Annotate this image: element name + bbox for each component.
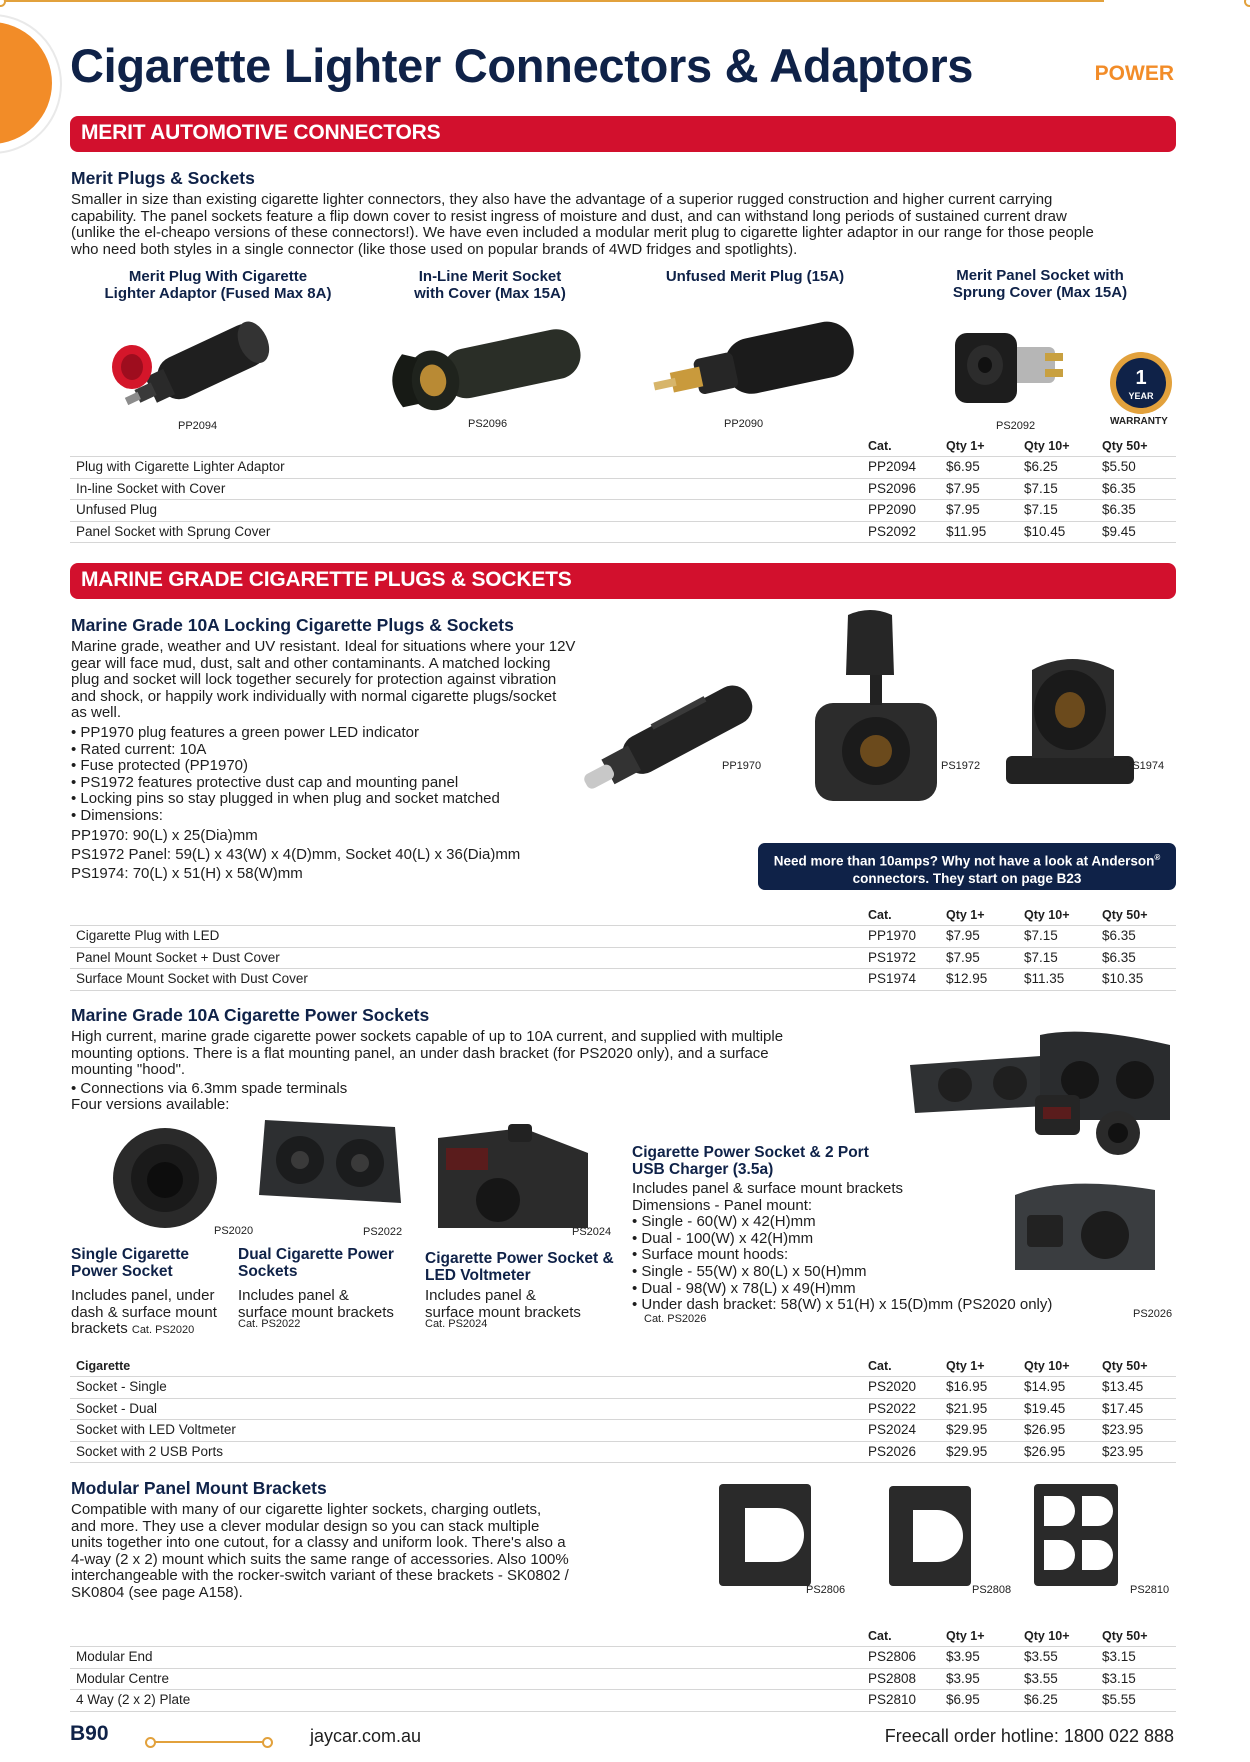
code-label: PS2810 <box>1130 1584 1170 1596</box>
brackets-description: Compatible with many of our cigarette lighter sockets, charging outlets, and more. They use a clever modular design so you can stack multiple units together into one cutout, for a classy and uniform look. There's also a 4-way (2 x 2) mount which suits the same range of accessories. Also 100% interchangeable with the rocker-switch variant of these brackets - SK0802 / SK0804 (see page A158). <box>71 1501 569 1601</box>
table-row: Socket with LED Voltmeter PS2024 $29.95 $26.95 $23.95 <box>70 1419 1176 1441</box>
power-sockets-description: High current, marine grade cigarette power sockets capable of up to 10A current, and supplied with multiple mounting options. There is a flat mounting panel, an under dash bracket (for PS2020 only), and a surface mounting "hood". • Connections via 6.3mm spade terminals Four versions available: <box>71 1028 784 1114</box>
table-header: Cat. Qty 1+ Qty 10+ Qty 50+ <box>868 908 1148 922</box>
merit-heading: Merit Plugs & Sockets <box>71 168 255 188</box>
marine-dimensions: PP1970: 90(L) x 25(Dia)mm PS1972 Panel: 59(L) x 43(W) x 4(D)mm, Socket 40(L) x 36(Dia)mm PS1974: 70(L) x 51(H) x 58(W)mm <box>71 827 521 882</box>
order-hotline: Freecall order hotline: 1800 022 888 <box>884 1726 1174 1746</box>
marine-heading: Marine Grade 10A Locking Cigarette Plugs & Sockets <box>71 615 514 635</box>
modular-centre-bracket-image <box>885 1482 975 1590</box>
item-title-ps2022: Dual Cigarette Power Sockets <box>238 1246 394 1280</box>
item-desc-ps2026: Includes panel & surface mount brackets Dimensions - Panel mount: • Single - 60(W) x 42(H)mm • Dual - 100(W) x 42(H)mm • Surface mount hoods: • Single - 55(W) x 80(L) x 50(H)mm • Dual - 98(W) x 78(L) x 49(H)mm • Under dash bracket: 58(W) x 51(H) x 15(D)mm (PS2020 only) Cat. PS2026 <box>632 1180 1053 1325</box>
item-desc-ps2020: Includes panel, under dash & surface mount brackets Cat. PS2020 <box>71 1287 217 1338</box>
item-title-ps2020: Single Cigarette Power Socket <box>71 1246 189 1280</box>
table-row: Cigarette Plug with LED PP1970 $7.95 $7.15 $6.35 <box>70 925 1176 947</box>
marine-price-table <box>70 907 1176 991</box>
table-row: 4 Way (2 x 2) Plate PS2810 $6.95 $6.25 $5.55 <box>70 1689 1176 1712</box>
table-row: Surface Mount Socket with Dust Cover PS1974 $12.95 $11.35 $10.35 <box>70 968 1176 991</box>
code-label: PS2020 <box>214 1225 254 1237</box>
page-title: Cigarette Lighter Connectors & Adaptors <box>70 39 974 92</box>
table-row: Plug with Cigarette Lighter Adaptor PP2094 $6.95 $6.25 $5.50 <box>70 456 1176 478</box>
unfused-merit-plug-image <box>640 315 870 415</box>
table-row: Modular End PS2806 $3.95 $3.55 $3.15 <box>70 1646 1176 1668</box>
section-banner-marine: MARINE GRADE CIGARETTE PLUGS & SOCKETS <box>70 563 1176 599</box>
table-row: Panel Socket with Sprung Cover PS2092 $11.95 $10.45 $9.45 <box>70 521 1176 544</box>
table-row: Panel Mount Socket + Dust Cover PS1972 $7.95 $7.15 $6.35 <box>70 947 1176 969</box>
anderson-note-box: Need more than 10amps? Why not have a look at Anderson® connectors. They start on page B23 <box>758 843 1176 890</box>
code-label: PS2024 <box>572 1226 612 1238</box>
website-link[interactable]: jaycar.com.au <box>310 1726 422 1746</box>
code-label: PS2096 <box>468 418 508 430</box>
code-label: PP2090 <box>724 418 764 430</box>
code-label: PS1972 <box>941 760 981 772</box>
table-row: Socket with 2 USB Ports PS2026 $29.95 $26.95 $23.95 <box>70 1441 1176 1464</box>
product-caption-pp2094: Merit Plug With Cigarette Lighter Adaptor (Fused Max 8A) <box>104 268 332 302</box>
code-label: PS1974 <box>1125 760 1165 772</box>
section-banner-merit: MERIT AUTOMOTIVE CONNECTORS <box>70 116 1176 152</box>
rule-dot-icon <box>262 1737 273 1748</box>
marine-description: Marine grade, weather and UV resistant. Ideal for situations where your 12V gear will face mud, dust, salt and other contaminants. A matched locking plug and socket will lock together securely for protection against vibration and shock, or happily work individually with normal cigarette plugs/socket as well. • PP1970 plug features a green power LED indicator • Rated current: 10A • Fuse protected (PP1970) • PS1972 features protective dust cap and mounting panel • Locking pins so stay plugged in when plug and socket matched • Dimensions: <box>71 638 576 824</box>
page-number: B90 <box>70 1722 109 1745</box>
code-label: PS2808 <box>972 1584 1012 1596</box>
modular-end-bracket-image <box>715 1480 815 1590</box>
item-desc-ps2024: Includes panel & surface mount brackets Cat. PS2024 <box>425 1287 581 1331</box>
locking-plug-image <box>560 680 775 800</box>
product-caption-ps2092: Merit Panel Socket with Sprung Cover (Max 15A) <box>952 267 1128 301</box>
product-caption-pp2090: Unfused Merit Plug (15A) <box>665 268 845 285</box>
voltmeter-socket-image <box>428 1118 593 1233</box>
item-title-ps2024: Cigarette Power Socket & LED Voltmeter <box>425 1250 614 1284</box>
title-rule <box>0 0 1104 2</box>
table-row: Socket - Single PS2020 $16.95 $14.95 $13.45 <box>70 1376 1176 1398</box>
four-way-plate-image <box>1030 1480 1122 1590</box>
merit-plug-adaptor-image <box>100 305 300 415</box>
table-row: Modular Centre PS2808 $3.95 $3.55 $3.15 <box>70 1668 1176 1690</box>
single-socket-image <box>110 1118 220 1233</box>
item-desc-ps2022: Includes panel & surface mount brackets Cat. PS2022 <box>238 1287 394 1331</box>
power-sockets-price-table <box>70 1358 1176 1463</box>
table-row: In-line Socket with Cover PS2096 $7.95 $7.15 $6.35 <box>70 478 1176 500</box>
code-label: PS2022 <box>363 1226 403 1238</box>
merit-panel-socket-image <box>945 305 1070 420</box>
table-row: Socket - Dual PS2022 $21.95 $19.45 $17.45 <box>70 1398 1176 1420</box>
footer-rule <box>150 1741 268 1743</box>
svg-text:1: 1 <box>1135 367 1147 389</box>
power-sockets-heading: Marine Grade 10A Cigarette Power Sockets <box>71 1005 430 1025</box>
rule-dot-icon <box>145 1737 156 1748</box>
svg-text:YEAR: YEAR <box>1128 391 1154 401</box>
dual-socket-image <box>255 1115 405 1210</box>
item-title-ps2026: Cigarette Power Socket & 2 Port USB Charger (3.5a) <box>632 1144 869 1178</box>
brackets-price-table <box>70 1628 1176 1712</box>
brackets-heading: Modular Panel Mount Brackets <box>71 1478 327 1498</box>
surface-mount-socket-image <box>1002 640 1137 790</box>
warranty-label: WARRANTY <box>1110 416 1168 427</box>
code-label: PP1970 <box>722 760 762 772</box>
code-label: PS2806 <box>806 1584 846 1596</box>
inline-merit-socket-image <box>372 320 592 415</box>
table-row: Unfused Plug PP2090 $7.95 $7.15 $6.35 <box>70 499 1176 521</box>
category-label: POWER <box>1094 62 1174 85</box>
warranty-badge-icon <box>1108 350 1174 416</box>
code-label: PP2094 <box>178 420 218 432</box>
rule-dot-icon <box>1244 0 1250 7</box>
table-header: Cigarette Cat. Qty 1+ Qty 10+ Qty 50+ <box>76 1359 1148 1373</box>
panel-mount-socket-image <box>810 605 940 805</box>
code-label: PS2092 <box>996 420 1036 432</box>
product-caption-ps2096: In-Line Merit Socket with Cover (Max 15A) <box>414 268 566 302</box>
table-header: Cat. Qty 1+ Qty 10+ Qty 50+ <box>868 1629 1148 1643</box>
merit-description: Smaller in size than existing cigarette lighter connectors, they also have the advantage of a superior rugged construction and higher current carrying capability. The panel sockets feature a flip down cover to resist ingress of moisture and dust, and can withstand long periods of sustained current draw (unlike the el-cheapo versions of these connectors!). We have even included a modular merit plug to cigarette lighter adaptor in our range for those people who need both styles in a single connector (like those used on popular brands of 4WD fridges and spotlights). <box>71 191 1094 258</box>
rule-dot-icon <box>0 0 6 7</box>
merit-price-table <box>70 438 1176 543</box>
table-header: Cat. Qty 1+ Qty 10+ Qty 50+ <box>868 439 1148 453</box>
code-label: PS2026 <box>1133 1308 1173 1320</box>
